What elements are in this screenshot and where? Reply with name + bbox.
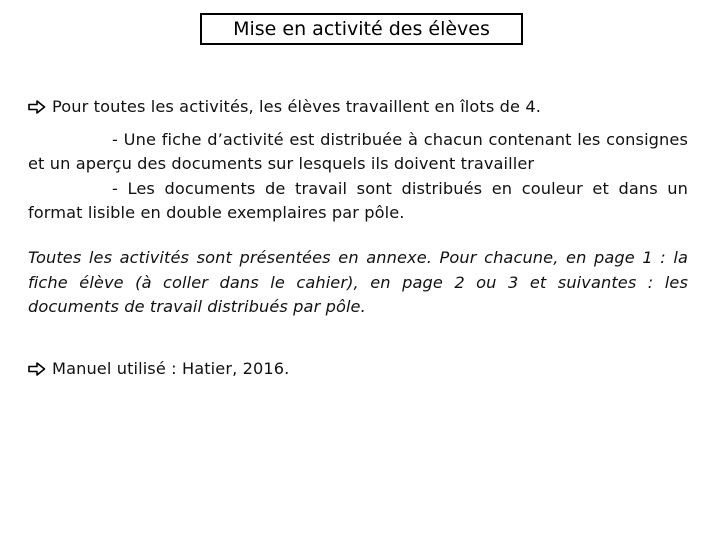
activity-item-worksheet: - Une fiche d’activité est distribuée à chacun contenant les consignes et un aperçu des documents sur lesquels ils doivent travailler xyxy=(28,129,688,173)
textbook-line xyxy=(28,357,688,382)
textbook-section xyxy=(28,357,688,382)
right-arrow-outline-icon xyxy=(28,100,46,114)
activity-item-documents: - Les documents de travail sont distribués en couleur et dans un format lisible en double exemplaires par pôle. xyxy=(28,178,688,222)
textbook-text: Manuel utilisé : Hatier, 2016. xyxy=(52,359,290,378)
right-arrow-outline-icon xyxy=(28,362,46,376)
activities-heading-line xyxy=(28,95,688,120)
annex-note: Toutes les activités sont présentées en annexe. Pour chacune, en page 1 : la fiche élève (à coller dans le cahier), en page 2 ou 3 et suivantes : les documents de travail distribués par pôle. xyxy=(28,248,688,316)
activities-section xyxy=(28,95,688,226)
activities-heading: Pour toutes les activités, les élèves travaillent en îlots de 4. xyxy=(52,97,541,116)
page-title: Mise en activité des élèves xyxy=(200,13,523,45)
